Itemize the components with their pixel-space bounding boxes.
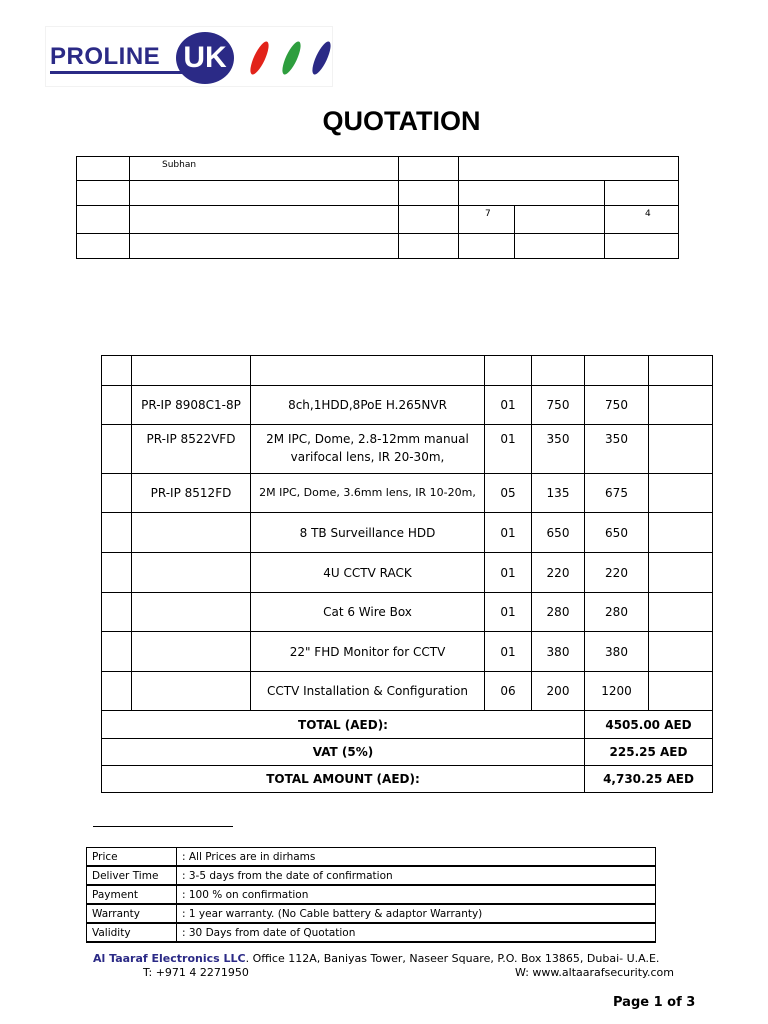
info-value-a: 7 — [485, 209, 491, 219]
terms-value: : 1 year warranty. (No Cable battery & adaptor Warranty) — [177, 904, 656, 923]
item-unit-price: 280 — [532, 593, 585, 632]
terms-value: : 100 % on confirmation — [177, 885, 656, 904]
logo-blue-swoosh — [309, 39, 334, 76]
item-qty: 01 — [485, 632, 532, 672]
total-amount-label: TOTAL AMOUNT (AED): — [102, 766, 585, 793]
item-qty: 01 — [485, 513, 532, 553]
terms-value: : All Prices are in dirhams — [177, 848, 656, 867]
info-cell — [399, 234, 459, 259]
item-unit-price: 135 — [532, 474, 585, 513]
info-cell — [605, 206, 679, 234]
info-cell — [399, 157, 459, 181]
item-row — [102, 425, 713, 474]
item-row — [102, 386, 713, 425]
item-row — [102, 474, 713, 513]
item-total: 650 — [585, 513, 649, 553]
item-total: 220 — [585, 553, 649, 593]
footer-address: . Office 112A, Baniyas Tower, Naseer Square, P.O. Box 13865, Dubai- U.A.E. — [245, 952, 660, 965]
item-model — [132, 672, 251, 711]
items-table — [101, 355, 713, 793]
terms-value: : 3-5 days from the date of confirmation — [177, 866, 656, 885]
item-unit-price: 350 — [532, 425, 585, 474]
terms-row — [87, 866, 656, 885]
page-title: QUOTATION — [322, 106, 481, 136]
info-cell — [77, 157, 130, 181]
item-total: 750 — [585, 386, 649, 425]
info-cell — [459, 157, 679, 181]
item-model — [132, 593, 251, 632]
info-cell — [605, 181, 679, 206]
items-header-row — [102, 356, 713, 386]
item-description: 4U CCTV RACK — [251, 553, 485, 593]
item-model: PR-IP 8522VFD — [132, 425, 251, 474]
item-row — [102, 553, 713, 593]
info-cell — [77, 181, 130, 206]
terms-label: Warranty — [87, 904, 177, 923]
item-model — [132, 513, 251, 553]
item-description: 2M IPC, Dome, 3.6mm lens, IR 10-20m, — [251, 474, 485, 513]
terms-table — [86, 847, 656, 943]
info-cell — [130, 206, 399, 234]
logo-red-swoosh — [247, 39, 272, 76]
item-description: 8 TB Surveillance HDD — [251, 513, 485, 553]
footer-web: W: www.altaarafsecurity.com — [515, 966, 674, 979]
item-model — [132, 553, 251, 593]
info-cell — [605, 234, 679, 259]
footer-company: Al Taaraf Electronics LLC — [93, 952, 246, 965]
customer-name: Subhan — [162, 160, 197, 170]
item-model — [132, 632, 251, 672]
item-total: 1200 — [585, 672, 649, 711]
item-model: PR-IP 8908C1-8P — [132, 386, 251, 425]
item-description: CCTV Installation & Configuration — [251, 672, 485, 711]
item-qty: 06 — [485, 672, 532, 711]
item-description: 22" FHD Monitor for CCTV — [251, 632, 485, 672]
terms-label: Deliver Time — [87, 866, 177, 885]
customer-info-table — [76, 156, 679, 259]
proline-uk-logo — [46, 27, 332, 86]
item-total: 350 — [585, 425, 649, 474]
total-amount-row — [102, 766, 713, 793]
info-cell — [130, 234, 399, 259]
item-unit-price: 220 — [532, 553, 585, 593]
vat-value: 225.25 AED — [585, 739, 713, 766]
footer-phone: T: +971 4 2271950 — [143, 966, 249, 979]
info-cell — [459, 234, 515, 259]
item-model: PR-IP 8512FD — [132, 474, 251, 513]
info-value-b: 4 — [645, 209, 651, 219]
item-row — [102, 632, 713, 672]
item-row — [102, 513, 713, 553]
info-cell — [130, 181, 399, 206]
item-unit-price: 200 — [532, 672, 585, 711]
item-qty: 01 — [485, 425, 532, 474]
logo-brand-text: PROLINE — [50, 43, 161, 70]
info-cell — [515, 206, 605, 234]
terms-row — [87, 885, 656, 904]
item-description: Cat 6 Wire Box — [251, 593, 485, 632]
item-unit-price: 750 — [532, 386, 585, 425]
total-amount-value: 4,730.25 AED — [585, 766, 713, 793]
info-cell — [459, 206, 515, 234]
info-cell — [459, 181, 605, 206]
item-row — [102, 672, 713, 711]
info-cell — [77, 234, 130, 259]
info-cell — [399, 206, 459, 234]
item-description: 2M IPC, Dome, 2.8-12mm manual varifocal lens, IR 20-30m, — [251, 425, 485, 474]
item-unit-price: 380 — [532, 632, 585, 672]
terms-row — [87, 923, 656, 942]
info-cell — [515, 234, 605, 259]
item-total: 380 — [585, 632, 649, 672]
logo-circle: UK — [176, 32, 234, 84]
info-cell — [130, 157, 399, 181]
total-value: 4505.00 AED — [585, 711, 713, 739]
terms-label: Price — [87, 848, 177, 867]
item-description: 8ch,1HDD,8PoE H.265NVR — [251, 386, 485, 425]
item-total: 675 — [585, 474, 649, 513]
vat-label: VAT (5%) — [102, 739, 585, 766]
item-row — [102, 593, 713, 632]
terms-row — [87, 904, 656, 923]
info-cell — [399, 181, 459, 206]
item-qty: 05 — [485, 474, 532, 513]
item-unit-price: 650 — [532, 513, 585, 553]
terms-row — [87, 848, 656, 867]
total-label: TOTAL (AED): — [102, 711, 585, 739]
vat-row — [102, 739, 713, 766]
item-total: 280 — [585, 593, 649, 632]
item-qty: 01 — [485, 553, 532, 593]
terms-value: : 30 Days from date of Quotation — [177, 923, 656, 942]
item-qty: 01 — [485, 593, 532, 632]
info-cell — [77, 206, 130, 234]
total-row — [102, 711, 713, 739]
signature-line — [93, 826, 233, 827]
logo-green-swoosh — [279, 39, 304, 76]
terms-label: Payment — [87, 885, 177, 904]
page-number: Page 1 of 3 — [613, 995, 696, 1010]
item-qty: 01 — [485, 386, 532, 425]
terms-label: Validity — [87, 923, 177, 942]
footer-address-line — [93, 952, 659, 965]
